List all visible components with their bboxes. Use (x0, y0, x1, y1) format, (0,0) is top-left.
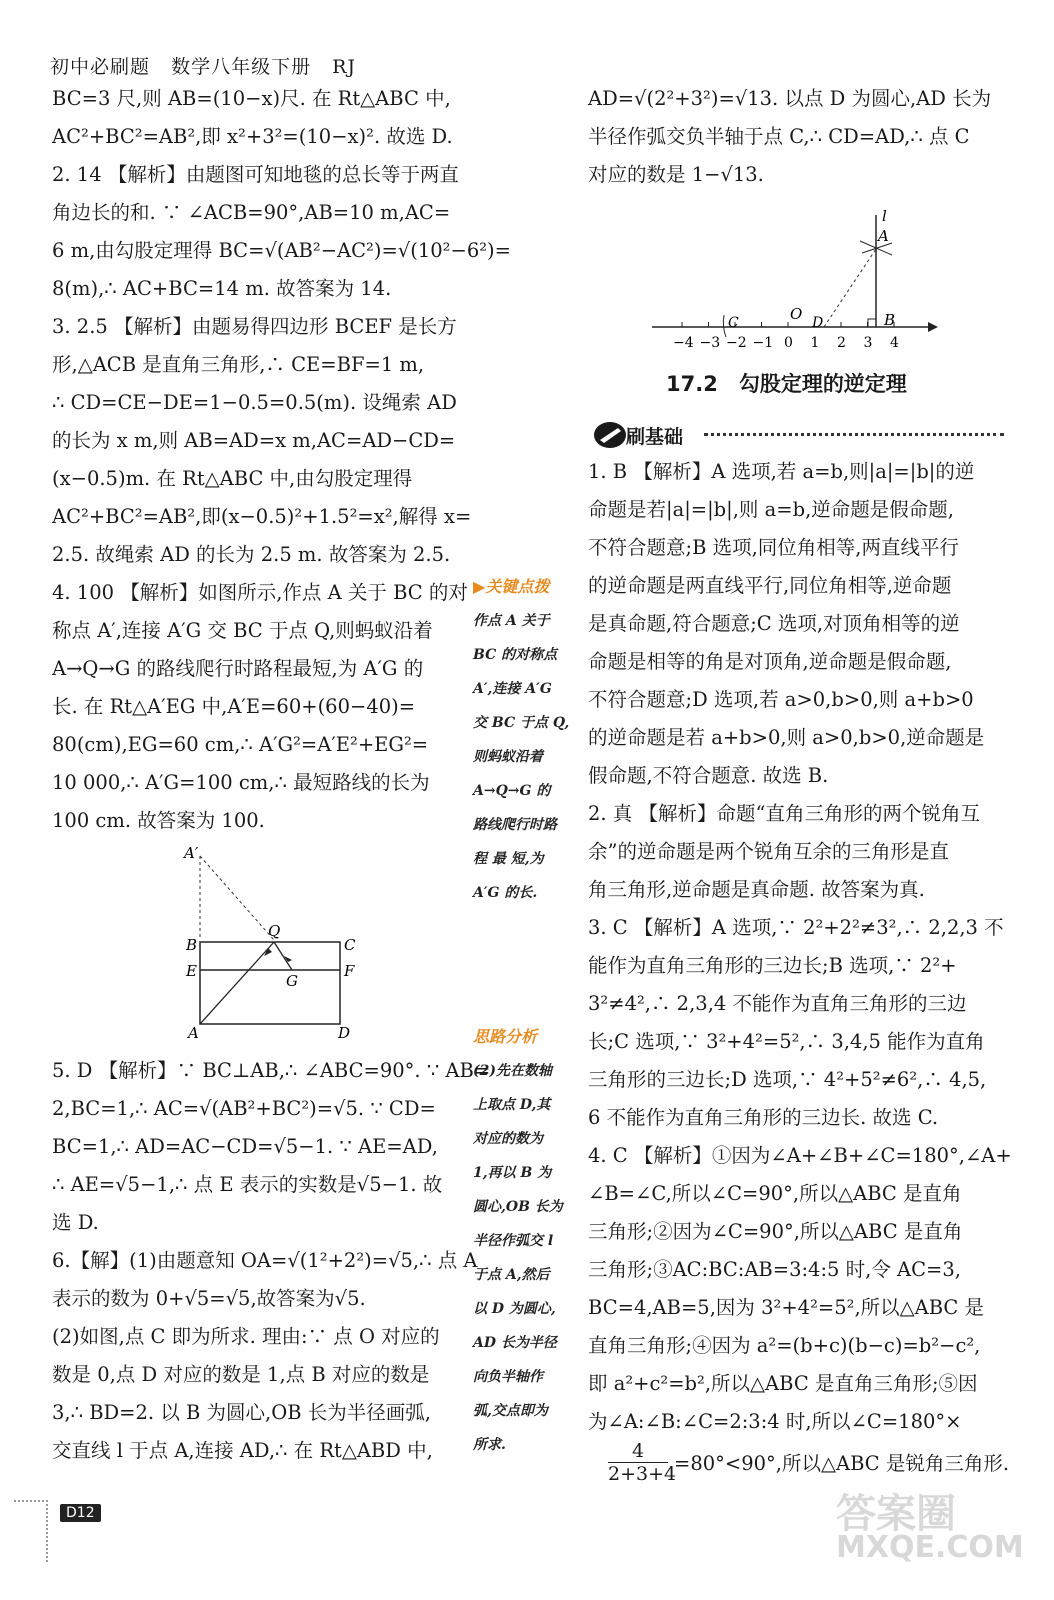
text-line: 3²≠4²,∴ 2,3,4 不能作为直角三角形的三边 (588, 992, 967, 1015)
text-line: 为∠A:∠B:∠C=2:3:4 时,所以∠C=180°× (588, 1410, 962, 1433)
watermark-logo: 答案圈 (836, 1491, 956, 1537)
label-point-c: C (728, 315, 739, 331)
book-title: 初中必刷题 (50, 56, 151, 78)
note-line: 弧,交点即为 (473, 1403, 548, 1419)
tick-label: −1 (752, 335, 774, 351)
text-line: 三角形的三边长;D 选项,∵ 4²+5²≠6²,∴ 4,5, (588, 1068, 987, 1091)
page-number: D12 (60, 1504, 101, 1522)
text-line: 3. C 【解析】A 选项,∵ 2²+2²≠3²,∴ 2,2,3 不 (588, 916, 1004, 939)
label-a-prime: A′ (184, 844, 199, 862)
tick-label: −2 (726, 335, 747, 351)
text-line: 6 不能作为直角三角形的三边长. 故选 C. (588, 1106, 939, 1129)
text-line: 角边长的和. ∵ ∠ACB=90°,AB=10 m,AC= (52, 201, 451, 224)
label-point-o: O (790, 305, 803, 323)
note-line: 所求. (473, 1437, 506, 1453)
text-line: 8(m),∴ AC+BC=14 m. 故答案为 14. (52, 277, 392, 300)
note-line: 以 D 为圆心, (473, 1301, 556, 1317)
text-line: 6.【解】(1)由题意知 OA=√(1²+2²)=√5,∴ 点 A (52, 1249, 478, 1272)
text-line: 直角三角形;④因为 a²=(b+c)(b−c)=b²−c², (588, 1334, 981, 1357)
number-line-figure (648, 205, 944, 355)
note-line: (2)先在数轴 (473, 1063, 552, 1079)
note-line: 上取点 D,其 (473, 1097, 551, 1113)
text-line: 半径作弧交负半轴于点 C,∴ CD=AD,∴ 点 C (588, 125, 970, 148)
text-line: 的逆命题是若 a+b>0,则 a>0,b>0,逆命题是 (588, 726, 985, 749)
page-corner-mark (14, 1500, 48, 1562)
note-line: 半径作弧交 l (473, 1233, 554, 1249)
idea-analysis-title: 思路分析 (473, 1027, 538, 1046)
tick-label: 0 (784, 335, 793, 351)
tick-label: −3 (699, 335, 721, 351)
text-line: 三角形;②因为∠C=90°,所以△ABC 是直角 (588, 1220, 963, 1243)
text-line: 三角形;③AC:BC:AB=3:4:5 时,令 AC=3, (588, 1258, 961, 1281)
text-line: BC=1,∴ AD=AC−CD=√5−1. ∵ AE=AD, (52, 1135, 438, 1158)
right-column-top (588, 80, 1018, 194)
text-line: 4. C 【解析】①因为∠A+∠B+∠C=180°,∠A+ (588, 1144, 1012, 1167)
label-point-b: B (884, 311, 896, 329)
note-line: A′,连接 A′G (473, 681, 552, 697)
text-line: 5. D 【解析】∵ BC⊥AB,∴ ∠ABC=90°. ∵ AB= (52, 1059, 491, 1082)
note-line: 交 BC 于点 Q, (473, 715, 570, 731)
label-f: F (344, 962, 355, 980)
text-line: 长;C 选项,∵ 3²+4²=5²,∴ 3,4,5 能作为直角 (588, 1030, 985, 1053)
text-line: 长. 在 Rt△A′EG 中,A′E=60+(60−40)= (52, 695, 416, 718)
label-e: E (186, 962, 197, 980)
label-point-d: D (812, 315, 824, 331)
dotted-rule (704, 433, 1004, 436)
note-line: 作点 A 关于 (473, 613, 550, 629)
text-line: 选 D. (52, 1211, 99, 1234)
text-line: 的逆命题是两直线平行,同位角相等,逆命题 (588, 574, 952, 597)
page-header (50, 52, 370, 79)
label-line-l: l (882, 207, 887, 225)
text-line: 即 a²+c²=b²,所以△ABC 是直角三角形;⑤因 (588, 1372, 978, 1395)
tick-label: 2 (837, 335, 846, 351)
text-line: 2. 14 【解析】由题图可知地毯的总长等于两直 (52, 163, 459, 186)
text-line: 2. 真 【解析】命题“直角三角形的两个锐角互 (588, 802, 980, 825)
basic-practice-badge: 刷基础 (626, 426, 684, 448)
subject-title: 数学八年级下册 (171, 56, 312, 78)
text-line: 假命题,不符合题意. 故选 B. (588, 764, 829, 787)
text-line: 的长为 x m,则 AB=AD=x m,AC=AD−CD= (52, 429, 456, 452)
text-line: 对应的数是 1−√13. (588, 163, 764, 186)
note-line: 对应的数为 (473, 1131, 543, 1147)
text-line: BC=3 尺,则 AB=(10−x)尺. 在 Rt△ABC 中, (52, 87, 451, 110)
text-line: 1. B 【解析】A 选项,若 a=b,则|a|=|b|的逆 (588, 460, 975, 483)
note-line: A′G 的长. (473, 885, 538, 901)
text-line: 6 m,由勾股定理得 BC=√(AB²−AC²)=√(10²−6²)= (52, 239, 511, 262)
text-line: 不符合题意;B 选项,同位角相等,两直线平行 (588, 536, 959, 559)
text-line: A→Q→G 的路线爬行时路程最短,为 A′G 的 (52, 657, 424, 680)
text-line: 2,BC=1,∴ AC=√(AB²+BC²)=√5. ∵ CD= (52, 1097, 436, 1120)
tick-label: 4 (890, 335, 899, 351)
text-line: AC²+BC²=AB²,即 x²+3²=(10−x)². 故选 D. (52, 125, 453, 148)
text-line: 称点 A′,连接 A′G 交 BC 于点 Q,则蚂蚁沿着 (52, 619, 433, 642)
text-line: 交直线 l 于点 A,连接 AD,∴ 在 Rt△ABD 中, (52, 1439, 433, 1462)
text-line: 100 cm. 故答案为 100. (52, 809, 265, 832)
text-line: 3,∴ BD=2. 以 B 为圆心,OB 长为半径画弧, (52, 1401, 431, 1424)
key-point-note (473, 570, 583, 910)
text-line: 是真命题,符合题意;C 选项,对顶角相等的逆 (588, 612, 960, 635)
note-line: 于点 A,然后 (473, 1267, 550, 1283)
tick-label: 3 (863, 335, 873, 351)
text-line: 形,△ACB 是直角三角形,∴ CE=BF=1 m, (52, 353, 425, 376)
text-line: 表示的数为 0+√5=√5,故答案为√5. (52, 1287, 366, 1310)
tick-labels (673, 335, 899, 351)
text-line: 余”的逆命题是两个锐角互余的三角形是直 (588, 840, 949, 863)
label-point-a: A (878, 227, 889, 245)
text-line: 数是 0,点 D 对应的数是 1,点 B 对应的数是 (52, 1363, 430, 1386)
fraction (608, 1440, 677, 1485)
text-line: 4. 100 【解析】如图所示,作点 A 关于 BC 的对 (52, 581, 468, 604)
fraction-denominator: 2+3+4 (608, 1463, 677, 1485)
note-line: A→Q→G 的 (473, 783, 551, 799)
note-line: 则蚂蚁沿着 (473, 749, 543, 765)
left-column-lower (52, 1052, 491, 1470)
section-title: 17.2 勾股定理的逆定理 (666, 372, 907, 396)
text-line: 角三角形,逆命题是真命题. 故答案为真. (588, 878, 925, 901)
text-line: 不符合题意;D 选项,若 a>0,b>0,则 a+b>0 (588, 688, 974, 711)
right-column (588, 453, 1018, 1441)
note-line: 1,再以 B 为 (473, 1165, 552, 1181)
text-line: ∴ CD=CE−DE=1−0.5=0.5(m). 设绳索 AD (52, 391, 457, 414)
final-line: =80°<90°,所以△ABC 是锐角三角形. (674, 1452, 1010, 1475)
label-g: G (286, 972, 298, 990)
text-line: AD=√(2²+3²)=√13. 以点 D 为圆心,AD 长为 (588, 87, 992, 110)
text-line: (2)如图,点 C 即为所求. 理由:∵ 点 O 对应的 (52, 1325, 440, 1348)
tick-label: −4 (673, 335, 694, 351)
rectangle-figure (180, 842, 370, 1042)
text-line: (x−0.5)m. 在 Rt△ABC 中,由勾股定理得 (52, 467, 413, 490)
key-point-title: 关键点拨 (485, 577, 550, 596)
left-column (52, 80, 511, 840)
tick-label: 1 (810, 335, 820, 351)
edition-mark: RJ (332, 56, 357, 78)
text-line: 能作为直角三角形的三边长;B 选项,∵ 2²+ (588, 954, 957, 977)
idea-analysis-note (473, 1020, 583, 1462)
watermark-url: MXQE.COM (836, 1530, 1024, 1565)
text-line: ∴ AE=√5−1,∴ 点 E 表示的实数是√5−1. 故 (52, 1173, 443, 1196)
label-a: A (188, 1024, 199, 1042)
label-d: D (338, 1024, 351, 1042)
note-line: 向负半轴作 (473, 1369, 543, 1385)
text-line: 80(cm),EG=60 cm,∴ A′G²=A′E²+EG²= (52, 733, 429, 756)
note-line: BC 的对称点 (473, 647, 558, 663)
note-line: 圆心,OB 长为 (473, 1199, 563, 1215)
label-c: C (344, 936, 356, 954)
note-line: 程 最 短,为 (473, 851, 544, 867)
text-line: ∠B=∠C,所以∠C=90°,所以△ABC 是直角 (588, 1182, 962, 1205)
text-line: AC²+BC²=AB²,即(x−0.5)²+1.5²=x²,解得 x= (52, 505, 472, 528)
triangle-marker-icon: ▶ (473, 577, 486, 596)
text-line: 2.5. 故绳索 AD 的长为 2.5 m. 故答案为 2.5. (52, 543, 451, 566)
text-line: BC=4,AB=5,因为 3²+4²=5²,所以△ABC 是 (588, 1296, 985, 1319)
text-line: 命题是相等的角是对顶角,逆命题是假命题, (588, 650, 952, 673)
fraction-numerator: 4 (631, 1440, 645, 1462)
label-b: B (186, 936, 198, 954)
note-line: AD 长为半径 (473, 1335, 557, 1351)
text-line: 3. 2.5 【解析】由题易得四边形 BCEF 是长方 (52, 315, 457, 338)
text-line: 命题是若|a|=|b|,则 a=b,逆命题是假命题, (588, 498, 954, 521)
label-q: Q (268, 922, 281, 940)
note-line: 路线爬行时路 (473, 817, 557, 833)
text-line: 10 000,∴ A′G=100 cm,∴ 最短路线的长为 (52, 771, 430, 794)
